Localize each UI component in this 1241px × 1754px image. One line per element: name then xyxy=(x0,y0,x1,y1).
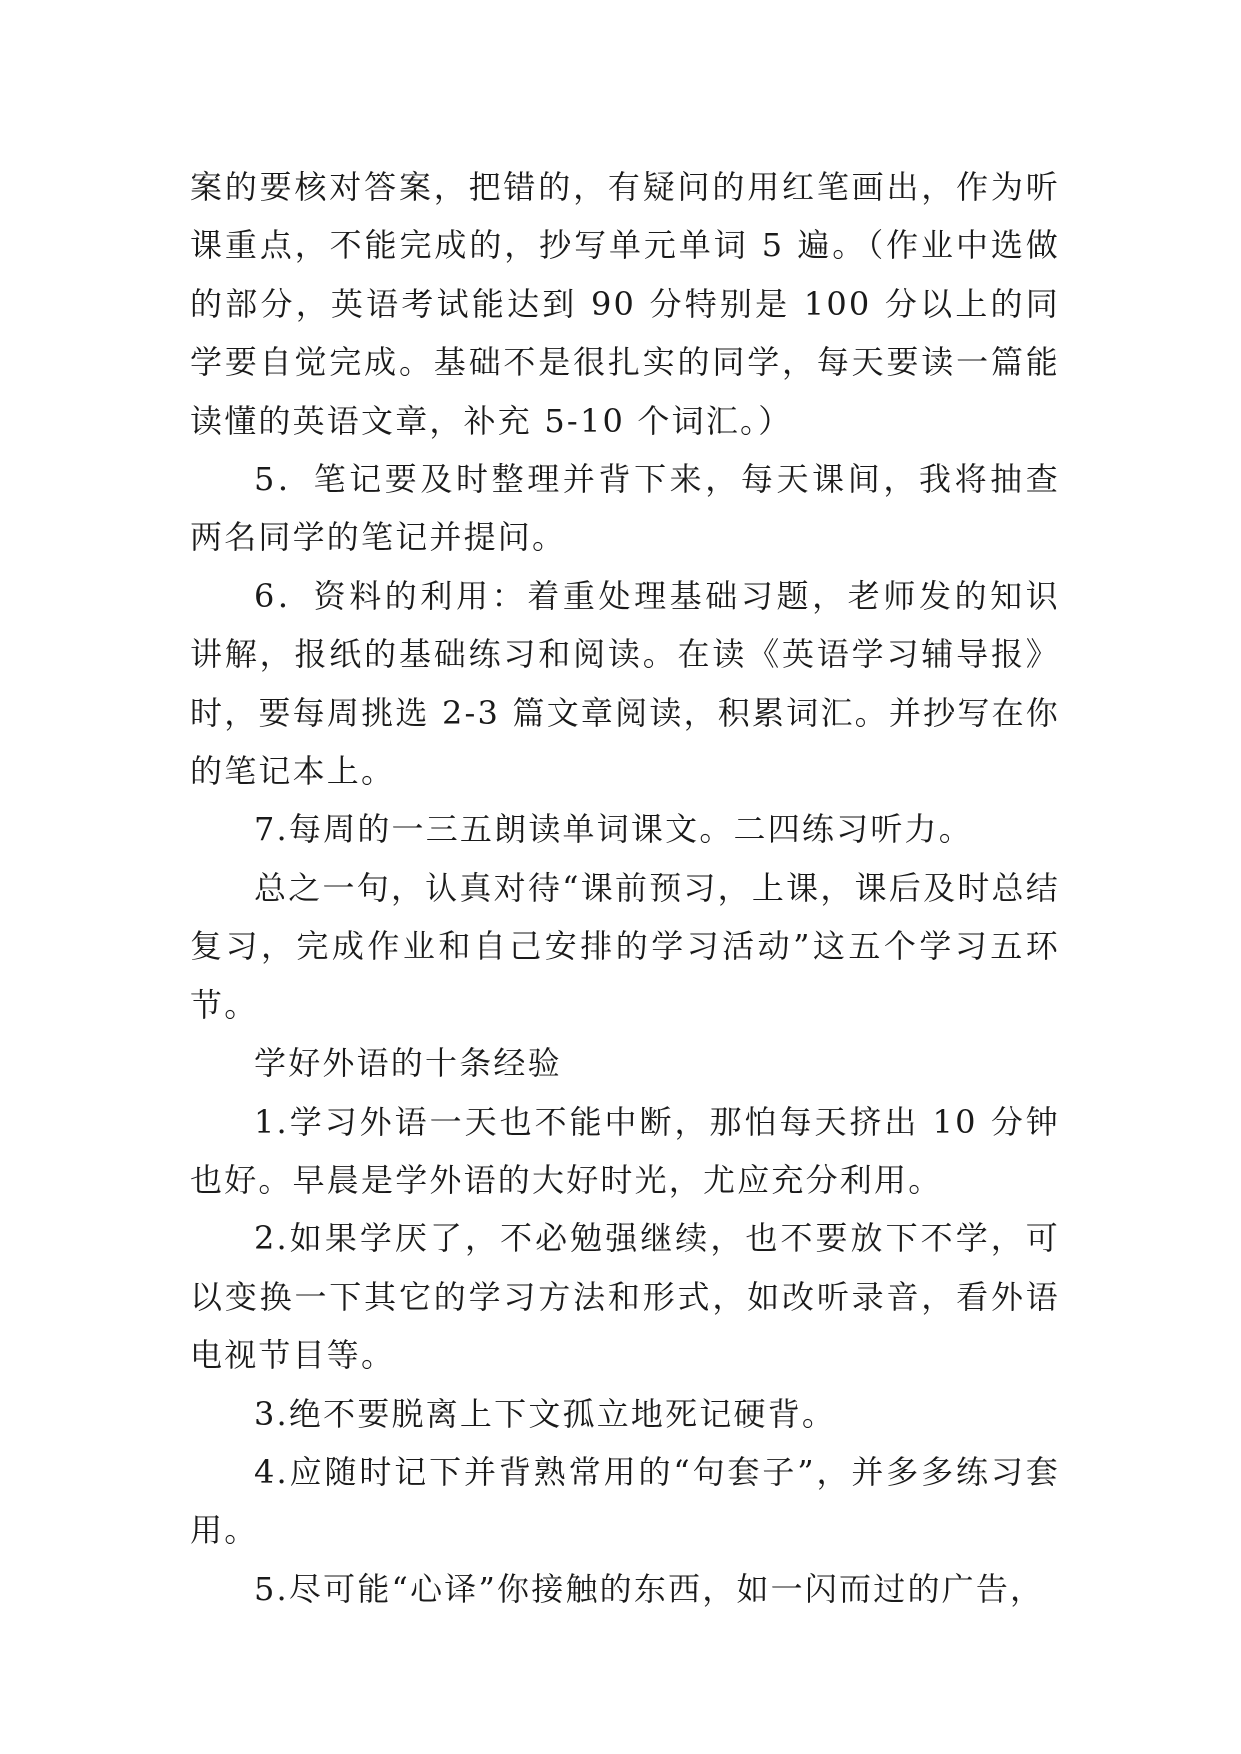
paragraph: 4.应随时记下并背熟常用的“句套子”，并多多练习套用。 xyxy=(190,1452,1060,1550)
paragraph: 案的要核对答案，把错的，有疑问的用红笔画出，作为听课重点，不能完成的，抄写单元单词 5 遍。（作业中选做的部分，英语考试能达到 90 分特别是 100 分以上的同学要自觉完成。基础不是很扎实的同学，每天要读一篇能读懂的英语文章，补充 5-10 个词汇。） xyxy=(190,168,1060,440)
document-body xyxy=(190,158,1060,1618)
paragraph: 2.如果学厌了，不必勉强继续，也不要放下不学，可以变换一下其它的学习方法和形式，如改听录音，看外语电视节目等。 xyxy=(190,1219,1060,1375)
paragraph: 3.绝不要脱离上下文孤立地死记硬背。 xyxy=(254,1394,837,1433)
section-heading: 学好外语的十条经验 xyxy=(254,1044,562,1083)
paragraph: 6．资料的利用：着重处理基础习题，老师发的知识讲解，报纸的基础练习和阅读。在读《英语学习辅导报》时，要每周挑选 2-3 篇文章阅读，积累词汇。并抄写在你的笔记本上。 xyxy=(190,576,1060,791)
paragraph: 7.每周的一三五朗读单词课文。二四练习听力。 xyxy=(254,810,973,849)
paragraph: 5.尽可能“心译”你接触的东西，如一闪而过的广告， xyxy=(254,1569,1045,1608)
paragraph: 5．笔记要及时整理并背下来，每天课间，我将抽查两名同学的笔记并提问。 xyxy=(190,460,1060,557)
paragraph: 总之一句，认真对待“课前预习，上课，课后及时总结复习，完成作业和自己安排的学习活动”这五个学习五环节。 xyxy=(190,868,1060,1024)
paragraph: 1.学习外语一天也不能中断，那怕每天挤出 10 分钟也好。早晨是学外语的大好时光，尤应充分利用。 xyxy=(190,1102,1060,1199)
